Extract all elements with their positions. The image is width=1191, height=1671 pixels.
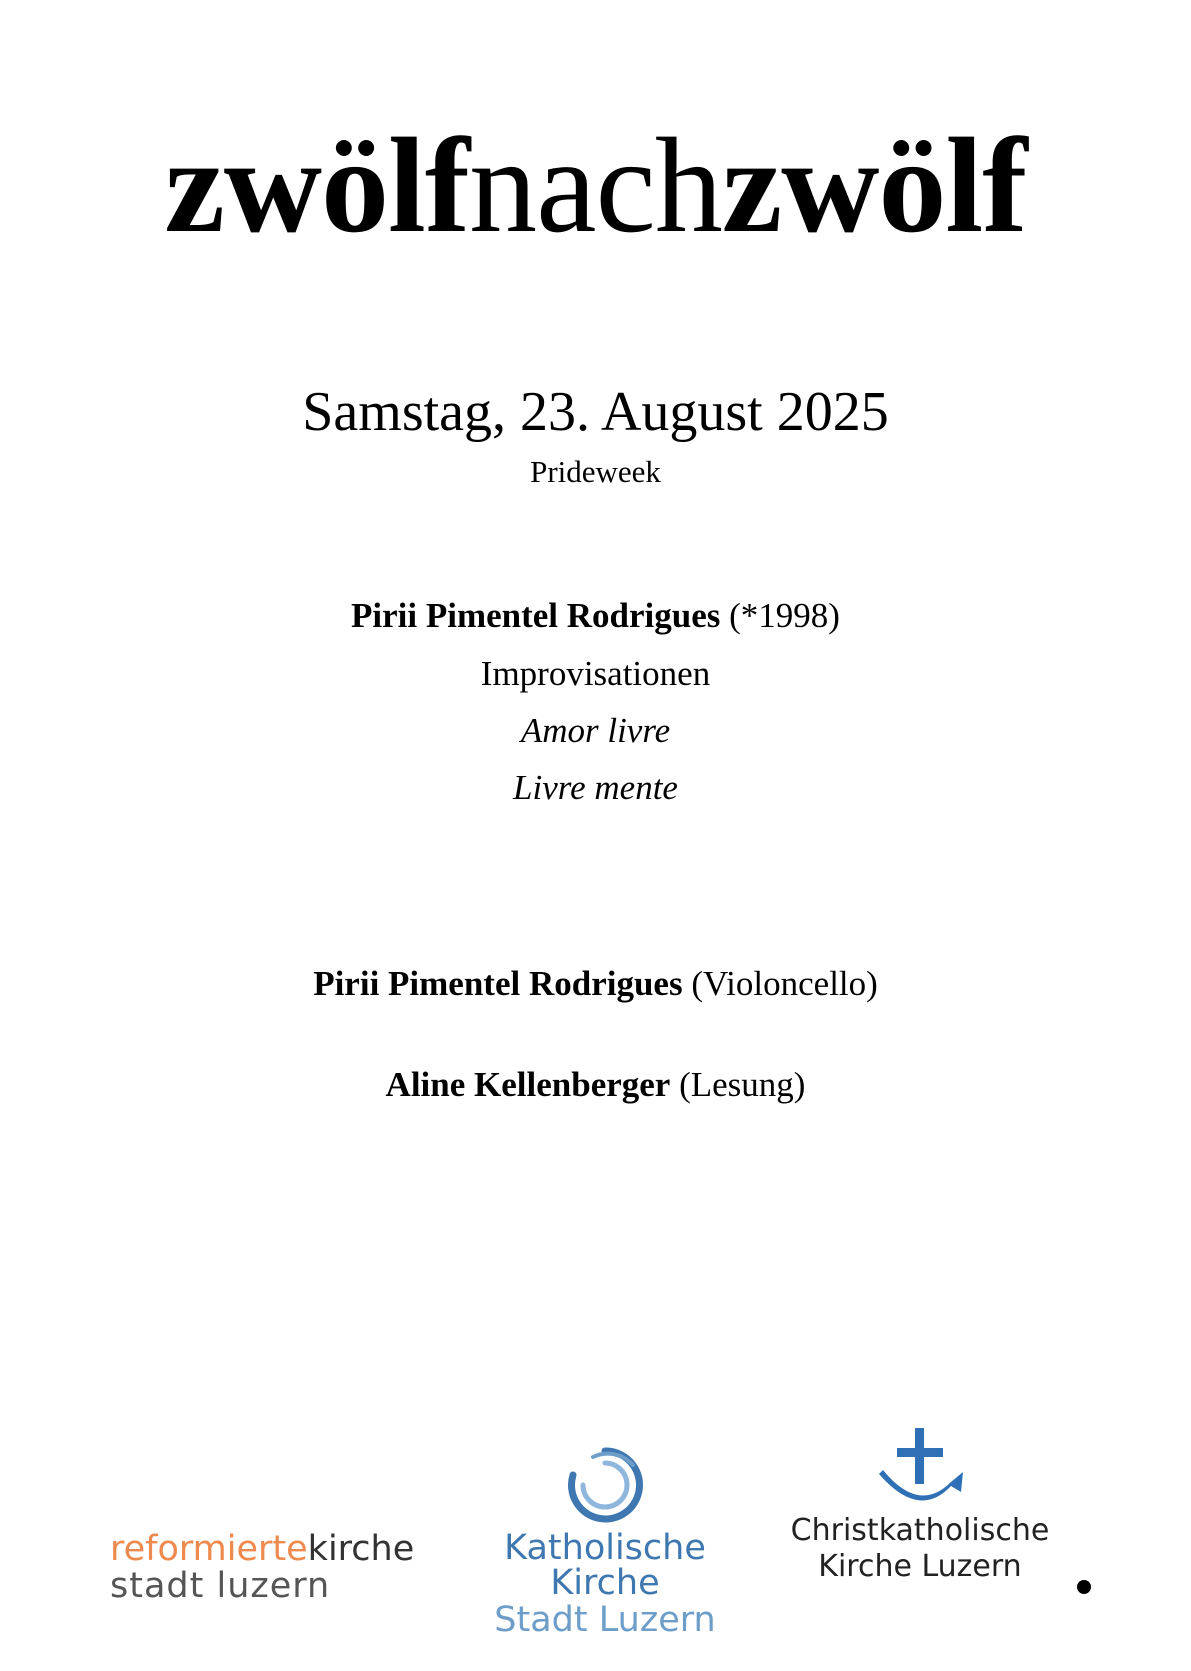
logo-reformierte-row2: stadt luzern [110,1566,331,1606]
logo-christkatholisch-line2: Kirche Luzern [818,1549,1022,1584]
logo-reformierte-row1 [110,1529,415,1569]
performer-2 [0,1067,1191,1102]
logo-katholisch-line2: Stadt Luzern [494,1600,716,1640]
logo-christkatholisch-line1: Christkatholische [790,1513,1050,1548]
logo-reformierte-kirche [110,1529,415,1606]
page-title [0,111,1191,261]
piece-2 [0,770,1191,805]
composer-line [0,598,1191,633]
composer-name: Pirii Pimentel Rodrigues [351,596,721,635]
piece-1-title: Amor livre [520,711,671,750]
logo-katholische-kirche [465,1445,745,1638]
logo-christkatholische-kirche [790,1428,1050,1582]
title-part-3: zwölf [721,111,1027,261]
bullet-dot [1077,1580,1091,1594]
performer-1 [0,966,1191,1001]
event-subtitle: Prideweek [530,454,661,489]
title-part-1: zwölf [164,111,470,261]
composer-year: (*1998) [729,596,840,635]
performer-1-name: Pirii Pimentel Rodrigues [313,964,683,1003]
work-title: Improvisationen [480,654,711,693]
title-part-2: nach [469,111,722,261]
performer-2-name: Aline Kellenberger [385,1065,671,1104]
logo-katholisch-line1: Katholische Kirche [504,1528,706,1603]
sponsor-logos [0,1420,1191,1640]
logo-kirche-word: kirche [307,1529,415,1569]
katholisch-circle-icon [563,1445,647,1525]
piece-2-title: Livre mente [513,768,678,807]
event-date: Samstag, 23. August 2025 [302,381,889,443]
performer-2-role: (Lesung) [679,1065,806,1104]
logo-reformierte-word: reformierte [110,1529,308,1569]
cross-fish-icon [875,1428,965,1508]
piece-1 [0,713,1191,748]
performer-1-role: (Violoncello) [691,964,878,1003]
